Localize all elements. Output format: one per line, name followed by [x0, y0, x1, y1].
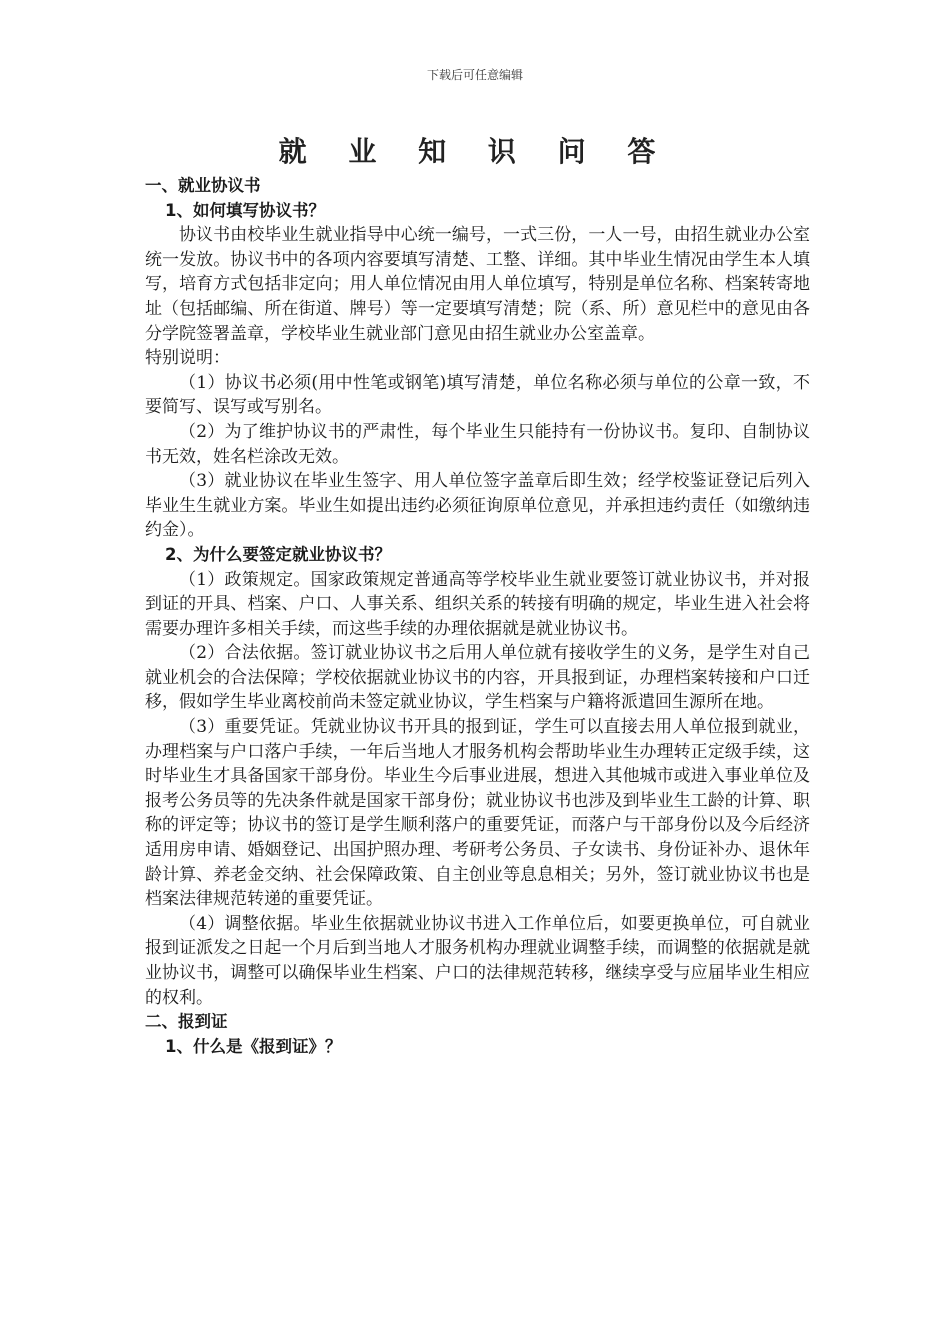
document-body — [145, 174, 810, 1059]
paragraph: （2）合法依据。签订就业协议书之后用人单位就有接收学生的义务，是学生对自己就业机会的合法保障；学校依据就业协议书的内容，开具报到证，办理档案转接和户口迁移，假如学生毕业离校前尚未签定就业协议，学生档案与户籍将派遣回生源所在地。 — [145, 643, 810, 713]
note-item-2: （2）为了维护协议书的严肃性，每个毕业生只能持有一份协议书。复印、自制协议书无效，姓名栏涂改无效。 — [145, 421, 810, 467]
page-title: 就 业 知 识 问 答 — [278, 135, 672, 168]
paragraph: （3）重要凭证。凭就业协议书开具的报到证，学生可以直接去用人单位报到就业，办理档案与户口落户手续，一年后当地人才服务机构会帮助毕业生办理转正定级手续，这时毕业生才具备国家干部身份。毕业生今后事业进展，想进入其他城市或进入事业单位及报考公务员等的先决条件就是国家干部身份；就业协议书也涉及到毕业生工龄的计算、职称的评定等；协议书的签订是学生顺利落户的重要凭证，而落户与干部身份以及今后经济适用房申请、婚姻登记、出国护照办理、考研考公务员、子女读书、身份证补办、退休年龄计算、养老金交纳、社会保障政策、自主创业等息息相关；另外，签订就业协议书也是档案法律规范转递的重要凭证。 — [145, 717, 810, 910]
note-item-1: （1）协议书必须(用中性笔或钢笔)填写清楚，单位名称必须与单位的公章一致，不要简写、误写或写别名。 — [145, 372, 810, 418]
question-heading-1-1: 1、如何填写协议书？ — [165, 200, 325, 220]
paragraph: 协议书由校毕业生就业指导中心统一编号，一式三份，一人一号，由招生就业办公室统一发放。协议书中的各项内容要填写清楚、工整、详细。其中毕业生情况由学生本人填写，培育方式包括非定向；用人单位情况由用人单位填写，特别是单位名称、档案转寄地址（包括邮编、所在街道、牌号）等一定要填写清楚；院（系、所）意见栏中的意见由各分学院签署盖章，学校毕业生就业部门意见由招生就业办公室盖章。 — [145, 225, 810, 344]
note-item-3: （3）就业协议在毕业生签字、用人单位签字盖章后即生效；经学校鉴证登记后列入毕业生生就业方案。毕业生如提出违约必须征询原单位意见，并承担违约责任（如缴纳违约金）。 — [145, 471, 810, 541]
section-heading-1: 一、就业协议书 — [145, 176, 261, 195]
paragraph: （1）政策规定。国家政策规定普通高等学校毕业生就业要签订就业协议书，并对报到证的开具、档案、户口、人事关系、组织关系的转接有明确的规定，毕业生进入社会将需要办理许多相关手续，而这些手续的办理依据就是就业协议书。 — [145, 569, 810, 639]
paragraph: （4）调整依据。毕业生依据就业协议书进入工作单位后，如要更换单位，可自就业报到证派发之日起一个月后到当地人才服务机构办理就业调整手续，而调整的依据就是就业协议书，调整可以确保毕业生档案、户口的法律规范转移，继续享受与应届毕业生相应的权利。 — [145, 913, 810, 1008]
special-note-label: 特别说明： — [145, 348, 230, 369]
section-heading-2: 二、报到证 — [145, 1012, 228, 1032]
header-note: 下载后可任意编辑 — [426, 68, 523, 82]
question-heading-2-1: 1、什么是《报到证》？ — [165, 1036, 342, 1056]
question-heading-1-2: 2、为什么要签定就业协议书？ — [165, 544, 391, 564]
